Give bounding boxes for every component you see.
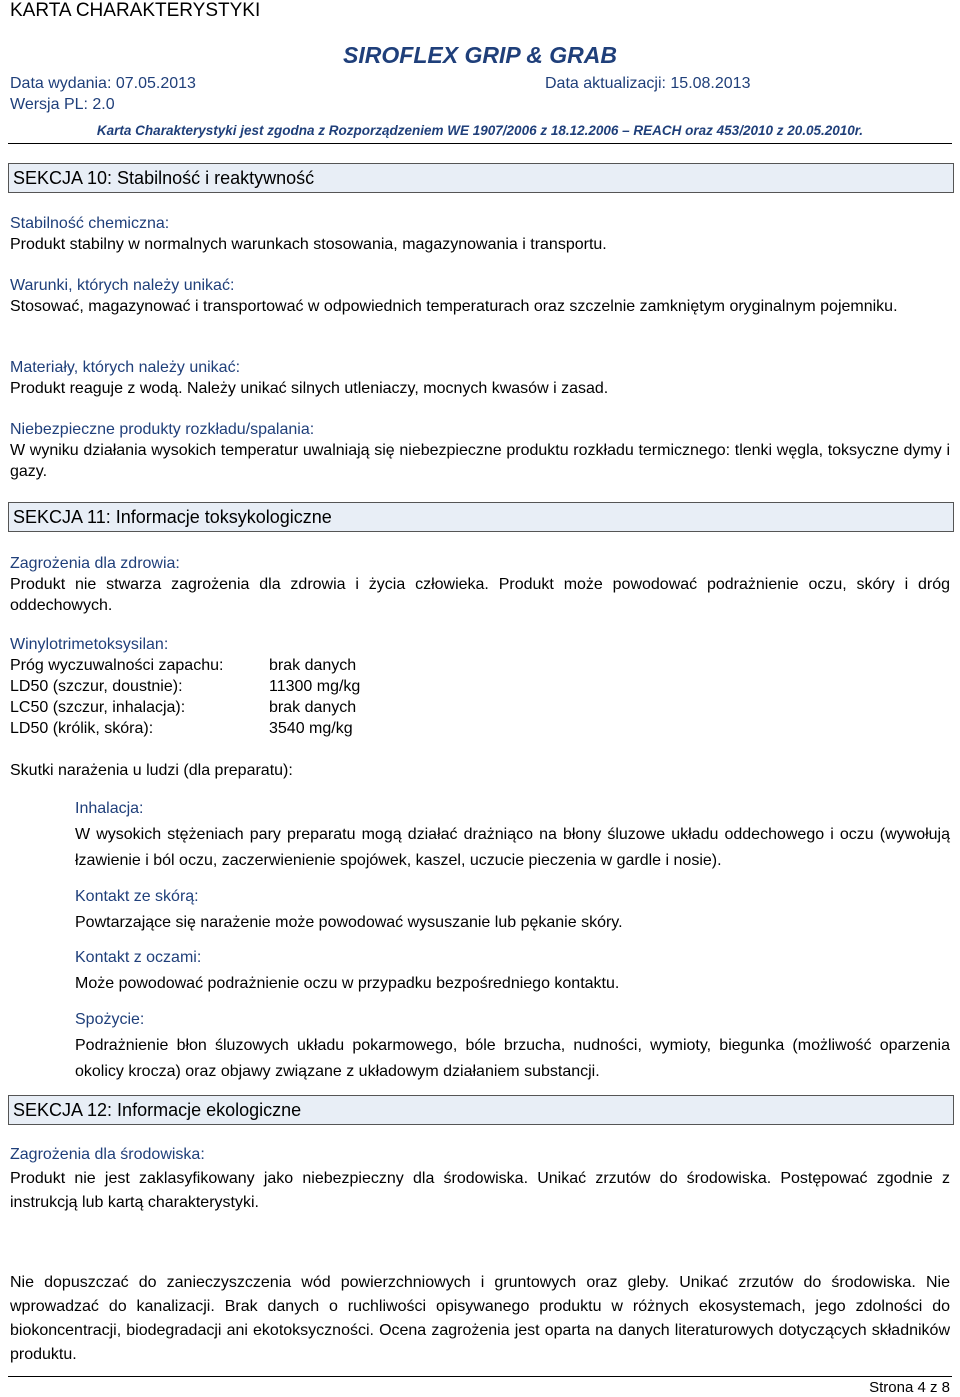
section-10-title: SEKCJA 10: Stabilność i reaktywność bbox=[13, 168, 315, 188]
ingestion-text: Podrażnienie błon śluzowych układu pokarmowego, bóle brzucha, nudności, wymioty, biegunka (możliwość oparzenia okolicy krocza) oraz objawy związane z układowym działaniem substancji. bbox=[75, 1037, 950, 1080]
environment-text: Produkt nie jest zaklasyfikowany jako niebezpieczny dla środowiska. Unikać zrzutów do środowiska. Postępować zgodnie z instrukcją lub kartą charakterystyki. bbox=[10, 1170, 950, 1211]
tox-value: 3540 mg/kg bbox=[269, 720, 353, 737]
materials-text: Produkt reaguje z wodą. Należy unikać silnych utleniaczy, mocnych kwasów i zasad. bbox=[10, 380, 609, 397]
environment-heading: Zagrożenia dla środowiska: bbox=[10, 1146, 205, 1163]
tox-value: brak danych bbox=[269, 699, 357, 716]
skin-heading: Kontakt ze skórą: bbox=[75, 888, 199, 905]
tox-table bbox=[10, 655, 360, 739]
environment-block bbox=[10, 1143, 950, 1215]
issue-date: Data wydania: 07.05.2013 bbox=[10, 75, 196, 92]
tox-label: LC50 (szczur, inhalacja): bbox=[10, 699, 186, 716]
effects-block bbox=[10, 760, 950, 781]
skin-block bbox=[75, 884, 950, 936]
product-name: SIROFLEX GRIP & GRAB bbox=[343, 42, 617, 68]
ecology-note bbox=[10, 1271, 950, 1367]
document-title: KARTA CHARAKTERYSTYKI bbox=[10, 0, 261, 21]
health-heading: Zagrożenia dla zdrowia: bbox=[10, 555, 180, 572]
tox-label: LD50 (szczur, doustnie): bbox=[10, 678, 183, 695]
conditions-text: Stosować, magazynować i transportować w odpowiednich temperaturach oraz szczelnie zamkniętym oryginalnym pojemniku. bbox=[10, 298, 898, 315]
skin-text: Powtarzające się narażenie może powodować wysuszanie lub pękanie skóry. bbox=[75, 914, 623, 931]
version: Wersja PL: 2.0 bbox=[10, 96, 115, 113]
tox-label: Próg wyczuwalności zapachu: bbox=[10, 657, 224, 674]
substance-block bbox=[10, 634, 950, 739]
tox-label: LD50 (królik, skóra): bbox=[10, 720, 154, 737]
tox-row bbox=[10, 718, 360, 739]
stability-heading: Stabilność chemiczna: bbox=[10, 215, 170, 232]
ecology-note-text: Nie dopuszczać do zanieczyszczenia wód powierzchniowych i gruntowych oraz gleby. Unikać zrzutów do środowiska. Nie wprowadzać do kanalizacji. Brak danych o ruchliwości opisywanego produktu w różnych ekosystemach, jego zdolności do biokoncentracji, biodegradacji ani ekotoksyczności. Ocena zagrożenia jest oparta na danych literaturowych dotyczących składników produktu. bbox=[10, 1274, 950, 1363]
update-date: Data aktualizacji: 15.08.2013 bbox=[545, 75, 751, 92]
tox-row bbox=[10, 697, 360, 718]
section-11-header bbox=[8, 502, 954, 532]
section-11-title: SEKCJA 11: Informacje toksykologiczne bbox=[13, 507, 332, 527]
decomposition-text: W wyniku działania wysokich temperatur uwalniają się niebezpieczne produktu rozkładu termicznego: tlenki węgla, toksyczne dymy i gazy. bbox=[10, 442, 950, 480]
inhalation-block bbox=[75, 796, 950, 874]
eyes-heading: Kontakt z oczami: bbox=[75, 949, 202, 966]
materials-heading: Materiały, których należy unikać: bbox=[10, 359, 241, 376]
health-block bbox=[10, 553, 950, 616]
decomposition-heading: Niebezpieczne produkty rozkładu/spalania: bbox=[10, 421, 315, 438]
footer-divider bbox=[8, 1376, 952, 1377]
page-number: Strona 4 z 8 bbox=[869, 1379, 950, 1396]
header-divider bbox=[8, 143, 952, 144]
inhalation-text: W wysokich stężeniach pary preparatu mogą działać drażniąco na błony śluzowe układu oddechowego i oczu (wywołują łzawienie i ból oczu, zaczerwienienie spojówek, kaszel, uczucie pieczenia w gardle i nosie). bbox=[75, 826, 950, 869]
conditions-block bbox=[10, 275, 950, 317]
regulation-note: Karta Charakterystyki jest zgodna z Rozporządzeniem WE 1907/2006 z 18.12.2006 – REACH oraz 453/2010 z 20.05.2010r. bbox=[96, 123, 864, 138]
inhalation-heading: Inhalacja: bbox=[75, 800, 144, 817]
section-12-header bbox=[8, 1095, 954, 1125]
eyes-text: Może powodować podrażnienie oczu w przypadku bezpośredniego kontaktu. bbox=[75, 975, 620, 992]
tox-row bbox=[10, 676, 360, 697]
tox-value: brak danych bbox=[269, 657, 357, 674]
eyes-block bbox=[75, 945, 950, 997]
effects-heading: Skutki narażenia u ludzi (dla preparatu): bbox=[10, 762, 293, 779]
ingestion-block bbox=[75, 1007, 950, 1085]
health-text: Produkt nie stwarza zagrożenia dla zdrowia i życia człowieka. Produkt może powodować podrażnienie oczu, skóry i dróg oddechowych. bbox=[10, 576, 950, 614]
materials-block bbox=[10, 357, 950, 399]
tox-value: 11300 mg/kg bbox=[269, 678, 361, 695]
tox-row bbox=[10, 655, 360, 676]
decomposition-block bbox=[10, 419, 950, 482]
substance-heading: Winylotrimetoksysilan: bbox=[10, 636, 169, 653]
section-12-title: SEKCJA 12: Informacje ekologiczne bbox=[13, 1100, 302, 1120]
stability-block bbox=[10, 213, 950, 255]
stability-text: Produkt stabilny w normalnych warunkach stosowania, magazynowania i transportu. bbox=[10, 236, 607, 253]
section-10-header bbox=[8, 163, 954, 193]
ingestion-heading: Spożycie: bbox=[75, 1011, 145, 1028]
conditions-heading: Warunki, których należy unikać: bbox=[10, 277, 235, 294]
